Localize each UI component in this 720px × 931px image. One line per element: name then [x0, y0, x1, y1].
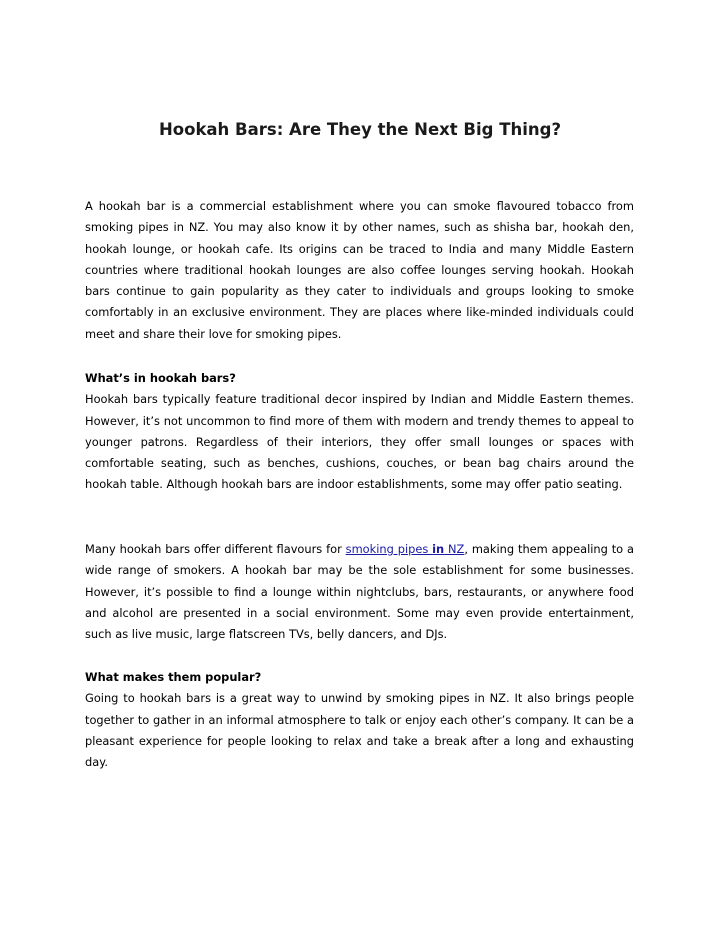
link-text-2: in: [432, 542, 445, 556]
flavours-text-after: , making them appealing to a wide range of smokers. A hookah bar may be the sole establishment for some businesses. However, it’s possible to find a lounge within nightclubs, bars, restaurants, or anywhere food and alcohol are presented in a social environment. Some may even provide entertainment, such as live music, large flatscreen TVs, belly dancers, and DJs.: [85, 542, 634, 642]
flavours-paragraph: [85, 539, 634, 645]
intro-paragraph: A hookah bar is a commercial establishment where you can smoke flavoured tobacco from smoking pipes in NZ. You may also know it by other names, such as shisha bar, hookah den, hookah lounge, or hookah cafe. Its origins can be traced to India and many Middle Eastern countries where traditional hookah lounges are also coffee lounges serving hookah. Hookah bars continue to gain popularity as they cater to individuals and groups looking to smoke comfortably in an exclusive environment. They are places where like-minded individuals could meet and share their love for smoking pipes.: [85, 199, 634, 341]
link-text-3: NZ: [444, 542, 465, 556]
section-heading-whats-in: What’s in hookah bars?: [85, 371, 236, 385]
decor-paragraph: Hookah bars typically feature traditional decor inspired by Indian and Middle Eastern themes. However, it’s not uncommon to find more of them with modern and trendy themes to appeal to younger patrons. Regardless of their interiors, they offer small lounges or spaces with comfortable seating, such as benches, cushions, couches, or bean bag chairs around the hookah table. Although hookah bars are indoor establishments, some may offer patio seating.: [85, 392, 634, 492]
popular-paragraph: Going to hookah bars is a great way to unwind by smoking pipes in NZ. It also brings people together to gather in an informal atmosphere to talk or enjoy each other’s company. It can be a pleasant experience for people looking to relax and take a break after a long and exhausting day.: [85, 691, 634, 770]
section-heading-popular: What makes them popular?: [85, 670, 262, 684]
section-decor: [85, 368, 634, 496]
page-title: Hookah Bars: Are They the Next Big Thing?: [158, 120, 562, 139]
link-text-1: smoking pipes: [345, 542, 433, 556]
flavours-text-before: Many hookah bars offer different flavours for: [85, 542, 346, 556]
smoking-pipes-link[interactable]: [346, 542, 465, 556]
section-popular: [85, 667, 634, 773]
